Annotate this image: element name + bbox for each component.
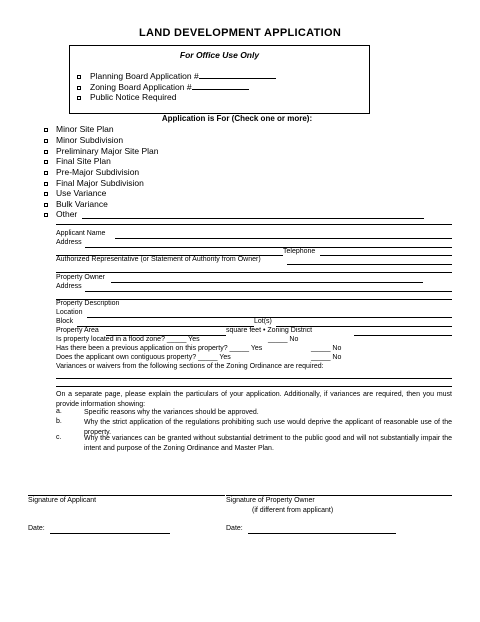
option-label: Minor Subdivision [56, 135, 124, 145]
owner-date-label: Date: [226, 525, 243, 532]
applicant-date-field[interactable] [50, 533, 170, 534]
instruction-text-b: Why the strict application of the regulations prohibiting such use would deprive the applicant of reasonable use of the property. [84, 419, 452, 436]
property-description-label: Property Description [56, 300, 120, 307]
instruction-letter-b: b. [56, 418, 62, 425]
applicant-name-field[interactable] [115, 238, 452, 239]
option-preliminary-major-site-plan[interactable] [44, 146, 159, 156]
applicant-signature-label: Signature of Applicant [28, 497, 97, 504]
instructions-intro: On a separate page, please explain the particulars of your application. Additionally, if variances are required, then you must provide information showing: [56, 391, 452, 408]
owner-address-label: Address [56, 283, 82, 290]
previous-application-no[interactable]: _____ No [311, 345, 342, 352]
variances-field-1[interactable] [56, 378, 452, 379]
zoning-district-label: square feet • Zoning District [226, 327, 313, 334]
option-label: Final Major Subdivision [56, 178, 144, 188]
checkbox-icon[interactable] [44, 128, 48, 132]
option-label: Preliminary Major Site Plan [56, 146, 159, 156]
owner-signature-field[interactable] [226, 495, 452, 496]
other-field[interactable] [82, 218, 424, 219]
application-type-heading: Application is For (Check one or more): [161, 114, 313, 123]
zoning-number-field[interactable] [192, 81, 249, 90]
option-use-variance[interactable] [44, 188, 106, 198]
option-bulk-variance[interactable] [44, 199, 108, 209]
section-divider [56, 224, 452, 225]
checkbox-icon[interactable] [77, 96, 81, 100]
contiguous-property-no[interactable]: _____ No [311, 354, 342, 361]
authorized-representative-label: Authorized Representative (or Statement of Authority from Owner) [56, 256, 261, 263]
owner-signature-label: Signature of Property Owner [226, 497, 315, 504]
flood-zone-no[interactable]: _____ No [268, 336, 299, 343]
owner-signature-note: (if different from applicant) [252, 507, 334, 514]
property-owner-label: Property Owner [56, 274, 106, 281]
applicant-name-label: Applicant Name [56, 230, 106, 237]
property-owner-field[interactable] [111, 282, 423, 283]
checkbox-icon[interactable] [44, 171, 48, 175]
location-label: Location [56, 309, 83, 316]
applicant-date-label: Date: [28, 525, 45, 532]
checkbox-icon[interactable] [77, 75, 81, 79]
instruction-letter-c: c. [56, 434, 62, 441]
office-item-planning [77, 70, 276, 81]
checkbox-icon[interactable] [44, 150, 48, 154]
planning-number-field[interactable] [199, 70, 276, 79]
checkbox-icon[interactable] [77, 86, 81, 90]
variances-label: Variances or waivers from the following sections of the Zoning Ordinance are required: [56, 363, 324, 370]
instruction-text-a: Specific reasons why the variances should be approved. [84, 409, 259, 416]
checkbox-icon[interactable] [44, 203, 48, 207]
owner-address-field[interactable] [85, 291, 452, 292]
office-item-label: Zoning Board Application # [90, 82, 192, 92]
checkbox-icon[interactable] [44, 160, 48, 164]
applicant-signature-field[interactable] [28, 495, 225, 496]
page-title: LAND DEVELOPMENT APPLICATION [138, 27, 342, 39]
office-item-public-notice [77, 92, 176, 102]
checkbox-icon[interactable] [44, 192, 48, 196]
instruction-letter-a: a. [56, 408, 62, 415]
option-label: Pre-Major Subdivision [56, 167, 140, 177]
telephone-label: Telephone [283, 248, 316, 255]
applicant-address-field[interactable] [85, 247, 452, 248]
option-final-major-subdivision[interactable] [44, 178, 144, 188]
applicant-address-label: Address [56, 239, 82, 246]
office-use-heading: For Office Use Only [179, 50, 260, 60]
authorized-representative-line-2[interactable] [56, 272, 452, 273]
option-label: Minor Site Plan [56, 124, 114, 134]
block-label: Block [56, 318, 74, 325]
zoning-district-field[interactable] [354, 335, 452, 336]
checkbox-icon[interactable] [44, 182, 48, 186]
variances-field-2[interactable] [56, 386, 452, 387]
option-minor-site-plan[interactable] [44, 124, 114, 134]
lots-label: Lot(s) [254, 318, 272, 325]
instruction-text-c: Why the variances can be granted without substantial detriment to the public good and will not substantially impair the intent and purpose of the Zoning Ordinance and Master Plan. [84, 435, 452, 452]
owner-date-field[interactable] [248, 533, 396, 534]
option-label: Use Variance [56, 188, 107, 198]
option-final-site-plan[interactable] [44, 156, 111, 166]
option-pre-major-subdivision[interactable] [44, 167, 139, 177]
checkbox-icon[interactable] [44, 139, 48, 143]
office-item-label: Public Notice Required [90, 92, 177, 102]
office-item-zoning [77, 81, 249, 92]
office-item-label: Planning Board Application # [90, 71, 199, 81]
checkbox-icon[interactable] [44, 213, 48, 217]
option-label: Final Site Plan [56, 156, 111, 166]
contiguous-property-question: Does the applicant own contiguous property? _____ Yes [56, 354, 231, 361]
option-minor-subdivision[interactable] [44, 135, 123, 145]
property-area-label: Property Area [56, 327, 99, 334]
authorized-representative-field[interactable] [287, 264, 452, 265]
previous-application-question: Has there been a previous application on this property? _____ Yes [56, 345, 263, 352]
option-label: Bulk Variance [56, 199, 108, 209]
flood-zone-question: Is property located in a flood zone? _____ Yes [56, 336, 200, 343]
option-label: Other [56, 209, 78, 219]
telephone-field[interactable] [320, 255, 452, 256]
option-other[interactable] [44, 209, 77, 219]
